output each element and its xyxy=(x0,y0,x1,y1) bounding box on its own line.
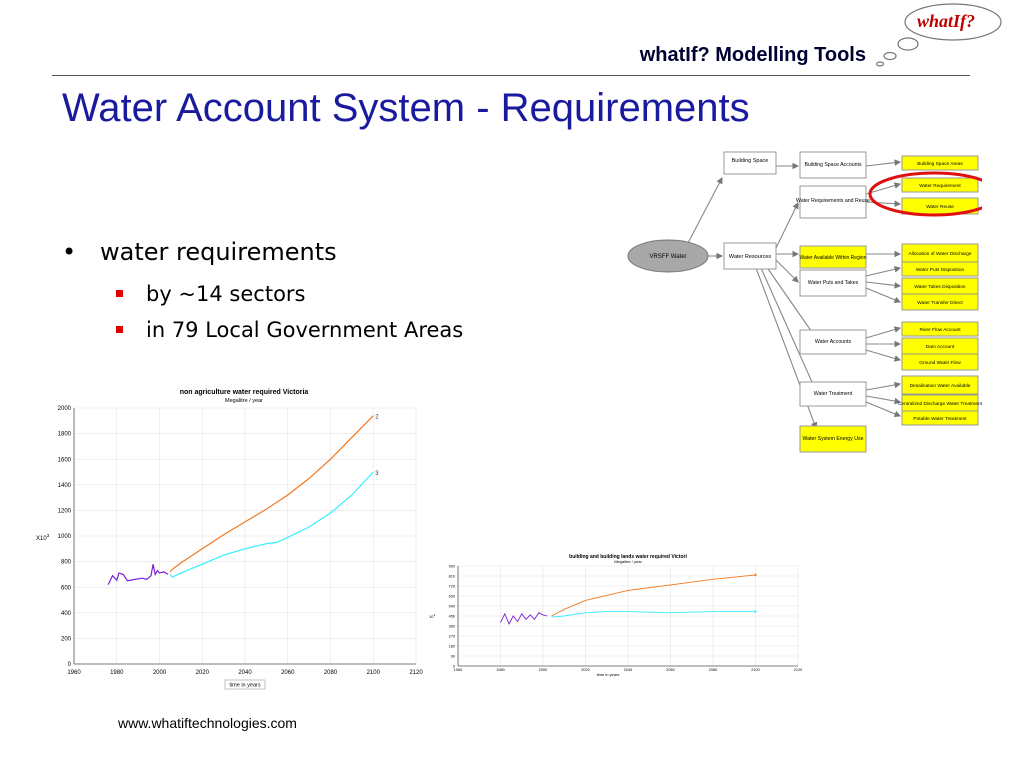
x-tick-label: 2040 xyxy=(238,670,252,676)
bullet-item xyxy=(60,238,463,272)
diagram-node-label: Water System Energy Use xyxy=(802,436,864,442)
y-tick-label: 0 xyxy=(67,662,71,669)
y-tick-label: 1600 xyxy=(57,457,71,464)
diagram-output-label: Building Space Areas xyxy=(917,162,963,167)
y-tick-label: 0 xyxy=(452,664,455,669)
bullet-dot-icon: • xyxy=(62,238,77,266)
y-tick-label: 2000 xyxy=(57,406,71,413)
x-tick-label: 1980 xyxy=(110,670,124,676)
y-tick-label: 450 xyxy=(448,614,455,619)
diagram-output-label: River Flow Account xyxy=(919,328,961,333)
x-tick-label: 2000 xyxy=(152,670,167,676)
x-tick-label: 2060 xyxy=(281,670,295,676)
series-label: 3 xyxy=(375,471,379,477)
x-tick-label: 1960 xyxy=(67,670,81,676)
x-tick-label: 2100 xyxy=(366,670,380,676)
chart-subtitle: Megalitre / year xyxy=(614,559,642,564)
diagram-output-label: Ground Water Flow xyxy=(919,361,961,366)
y-tick-label: 400 xyxy=(60,610,71,617)
diagram-node-label: Water Resources xyxy=(728,254,772,260)
y-axis-label: $10^3$ xyxy=(429,613,436,619)
bullet-text: water requirements xyxy=(100,238,337,266)
diagram-output-label: Centralized Discharge Water Treatment xyxy=(897,402,982,407)
series-end-marker xyxy=(754,610,756,612)
diagram-node-label: Water Requirements and Reuse xyxy=(796,198,870,204)
x-tick-label: 1960 xyxy=(453,668,463,672)
x-axis-label: time in years xyxy=(229,682,261,689)
x-tick-label: 2020 xyxy=(195,670,209,676)
x-axis-label: time in years xyxy=(596,672,620,677)
x-tick-label: 2000 xyxy=(538,668,548,672)
y-tick-label: 360 xyxy=(448,624,455,629)
red-square-bullet-icon xyxy=(116,326,123,333)
y-tick-label: 1000 xyxy=(57,534,71,541)
diagram-output-label: Water Reuse xyxy=(926,205,954,210)
x-tick-label: 2020 xyxy=(581,668,590,672)
chart-title: non agriculture water required Victoria xyxy=(179,389,309,396)
sub-bullet-text: in 79 Local Government Areas xyxy=(146,318,464,342)
diagram-node-label: Water Available Within Region xyxy=(799,255,867,261)
brand-title: whatIf? Modelling Tools xyxy=(639,44,866,66)
x-tick-label: 1980 xyxy=(496,668,505,672)
sub-bullet-text: by ~14 sectors xyxy=(146,282,306,306)
y-tick-label: 810 xyxy=(448,574,455,579)
slide-title: Water Account System - Requirements xyxy=(62,86,750,130)
x-tick-label: 2060 xyxy=(666,668,675,672)
x-tick-label: 2100 xyxy=(751,668,760,672)
x-tick-label: 2120 xyxy=(409,670,423,676)
water-account-diagram xyxy=(626,148,982,456)
diagram-node-label: Water Puts and Takes xyxy=(807,280,859,286)
diagram-output-label: Desalination Water Available xyxy=(909,384,971,389)
diagram-root-label: VRSFF Water xyxy=(649,254,687,260)
series-end-marker xyxy=(754,574,756,576)
y-tick-label: 1400 xyxy=(57,482,71,489)
diagram-output-label: Water Transfer Direct xyxy=(917,301,963,306)
y-tick-label: 90 xyxy=(450,654,455,659)
x-tick-label: 2080 xyxy=(708,668,718,672)
diagram-node-label: Building Space xyxy=(731,158,769,164)
y-tick-label: 720 xyxy=(448,584,455,589)
y-tick-label: 180 xyxy=(448,644,455,649)
logo-text: whatIf? xyxy=(916,11,976,31)
chart-subtitle: Megalitre / year xyxy=(225,398,263,404)
y-tick-label: 1800 xyxy=(57,431,71,438)
diagram-output-label: Allocation of Water Discharge xyxy=(908,252,972,257)
y-tick-label: 900 xyxy=(448,564,455,569)
y-tick-label: 600 xyxy=(60,585,71,592)
diagram-output-label: Potable Water Treatment xyxy=(913,417,967,422)
chart-non-agriculture-water xyxy=(34,384,430,690)
x-tick-label: 2080 xyxy=(323,670,338,676)
y-tick-label: 1200 xyxy=(57,508,71,515)
chart-title: building and building lands water required Victori xyxy=(569,554,687,560)
y-tick-label: 800 xyxy=(60,559,71,566)
diagram-output-label: Water Puts Disposition xyxy=(915,268,965,273)
diagram-output-label: Dam Account xyxy=(925,345,955,350)
footer-url[interactable]: www.whatiftechnologies.com xyxy=(118,715,297,731)
x-tick-label: 2040 xyxy=(623,668,633,672)
series-label: 2 xyxy=(375,414,379,421)
diagram-node-label: Water Accounts xyxy=(814,339,852,345)
diagram-output-label: Water Requirement xyxy=(919,184,961,189)
header-divider xyxy=(52,75,970,76)
y-tick-label: 270 xyxy=(448,634,455,639)
y-tick-label: 630 xyxy=(448,594,455,599)
x-tick-label: 2120 xyxy=(793,668,803,672)
red-square-bullet-icon xyxy=(116,290,123,297)
bullet-list xyxy=(60,238,463,354)
diagram-node-label: Building Space Accounts xyxy=(804,162,862,168)
sub-bullet-item xyxy=(60,282,463,318)
sub-bullet-item xyxy=(60,318,463,354)
diagram-node-label: Water Treatment xyxy=(813,391,853,397)
y-tick-label: 200 xyxy=(60,636,71,643)
y-axis-label: $X10^3$ xyxy=(36,533,50,542)
chart-building-water xyxy=(428,550,820,680)
y-tick-label: 540 xyxy=(448,604,455,609)
diagram-output-label: Water Takes Disposition xyxy=(914,285,966,290)
